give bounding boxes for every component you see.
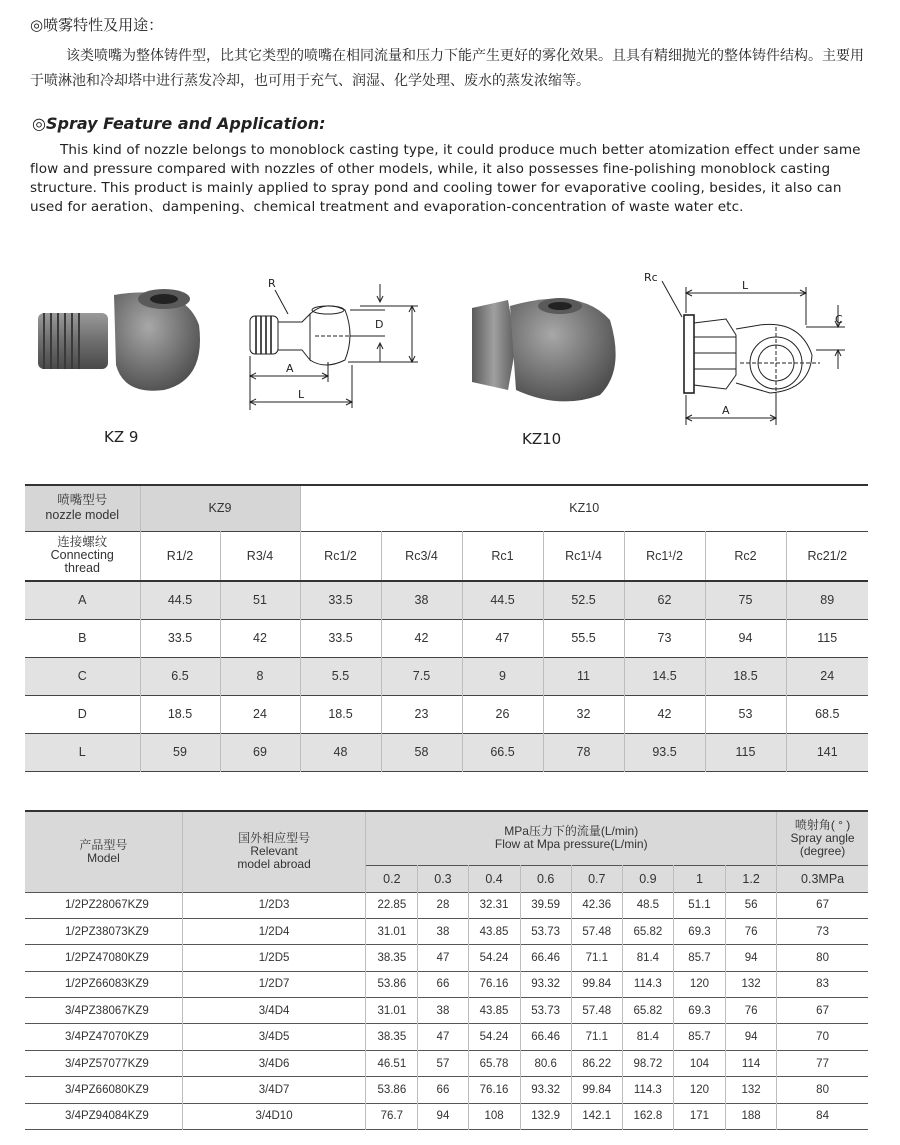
- dim-cell: 115: [705, 733, 786, 771]
- pressure-cell: 1.2: [726, 865, 777, 892]
- flow-abroad-cell: 3/4D5: [182, 1024, 365, 1050]
- thread-cell: Rc1¹/4: [543, 531, 624, 581]
- flow-abroad-cell: 1/2D4: [182, 918, 365, 944]
- flow-cell: 142.1: [571, 1103, 622, 1129]
- flow-cell: 38: [418, 998, 468, 1024]
- flow-cell: 65.82: [622, 998, 673, 1024]
- flow-cell: 81.4: [622, 945, 673, 971]
- dim-row: [25, 733, 868, 771]
- dim-cell: 11: [543, 657, 624, 695]
- dim-row: [25, 581, 868, 619]
- flow-cell: 94: [418, 1103, 468, 1129]
- flow-cell: 65.82: [622, 918, 673, 944]
- thread-cell: R1/2: [140, 531, 220, 581]
- flow-cell: 38: [418, 918, 468, 944]
- flow-cell: 76: [726, 918, 777, 944]
- flow-cell: 71.1: [571, 945, 622, 971]
- flow-table: [25, 810, 868, 1130]
- pressure-cell: 0.3: [418, 865, 468, 892]
- dim-cell: 5.5: [300, 657, 381, 695]
- flow-cell: 69.3: [673, 998, 725, 1024]
- flow-cell: 56: [726, 892, 777, 918]
- dim-cell: 32: [543, 695, 624, 733]
- dim-cell: 141: [786, 733, 868, 771]
- kz9-label-d: D: [375, 318, 384, 331]
- thread-cell: Rc3/4: [381, 531, 462, 581]
- flow-cell: 94: [726, 1024, 777, 1050]
- flow-cell: 28: [418, 892, 468, 918]
- thread-cell: R3/4: [220, 531, 300, 581]
- flow-cell: 98.72: [622, 1050, 673, 1076]
- dim-cell: 68.5: [786, 695, 868, 733]
- header-nozzle-model: 喷嘴型号 nozzle model: [25, 485, 140, 531]
- thread-row: [25, 531, 868, 581]
- flow-model-cell: 3/4PZ94084KZ9: [65, 1110, 149, 1123]
- dim-row: [25, 695, 868, 733]
- flow-row: [25, 1024, 868, 1050]
- dim-row-label: B: [78, 631, 87, 645]
- thread-cell: Rc1: [462, 531, 543, 581]
- flow-cell: 31.01: [366, 998, 418, 1024]
- flow-cell: 57.48: [571, 998, 622, 1024]
- flow-abroad-cell: 1/2D3: [182, 892, 365, 918]
- dim-cell: 51: [220, 581, 300, 619]
- dim-row-label: D: [77, 707, 87, 721]
- flow-cell: 85.7: [673, 1024, 725, 1050]
- pressure-cell: 1: [673, 865, 725, 892]
- kz10-caption: KZ10: [522, 430, 562, 448]
- flow-cell: 43.85: [468, 998, 520, 1024]
- flow-cell: 39.59: [520, 892, 571, 918]
- flow-model-cell: 1/2PZ38073KZ9: [65, 925, 149, 938]
- flow-row: [25, 1077, 868, 1103]
- header-model: 产品型号 Model: [25, 811, 182, 892]
- flow-cell: 48.5: [622, 892, 673, 918]
- dim-cell: 14.5: [624, 657, 705, 695]
- flow-cell: 120: [673, 971, 725, 997]
- flow-cell: 57.48: [571, 918, 622, 944]
- dim-cell: 18.5: [140, 695, 220, 733]
- flow-angle-cell: 80: [777, 1077, 868, 1103]
- thread-cell: Rc1/2: [300, 531, 381, 581]
- header-kz10: KZ10: [300, 485, 868, 531]
- flow-model-cell: 3/4PZ66080KZ9: [65, 1083, 149, 1096]
- dim-cell: 58: [381, 733, 462, 771]
- dim-cell: 42: [381, 619, 462, 657]
- flow-cell: 171: [673, 1103, 725, 1129]
- flow-abroad-cell: 1/2D7: [182, 971, 365, 997]
- flow-cell: 42.36: [571, 892, 622, 918]
- dim-cell: 48: [300, 733, 381, 771]
- pressure-cell: 0.2: [366, 865, 418, 892]
- flow-abroad-cell: 3/4D6: [182, 1050, 365, 1076]
- flow-model-cell: 1/2PZ28067KZ9: [65, 899, 149, 912]
- dim-cell: 66.5: [462, 733, 543, 771]
- flow-cell: 69.3: [673, 918, 725, 944]
- flow-cell: 76.16: [468, 1077, 520, 1103]
- dim-cell: 94: [705, 619, 786, 657]
- en-section-title: ◎Spray Feature and Application:: [32, 114, 326, 133]
- flow-cell: 53.86: [366, 971, 418, 997]
- flow-cell: 66: [418, 971, 468, 997]
- dim-cell: 42: [220, 619, 300, 657]
- flow-cell: 46.51: [366, 1050, 418, 1076]
- pressure-cell: 0.7: [571, 865, 622, 892]
- dim-row-label: C: [25, 657, 140, 695]
- dim-cell: 53: [705, 695, 786, 733]
- flow-angle-cell: 73: [777, 918, 868, 944]
- flow-cell: 76.16: [468, 971, 520, 997]
- flow-cell: 66.46: [520, 1024, 571, 1050]
- dim-cell: 73: [624, 619, 705, 657]
- cn-section-title: ◎喷雾特性及用途：: [30, 16, 164, 34]
- dim-cell: 33.5: [140, 619, 220, 657]
- flow-angle-cell: 77: [777, 1050, 868, 1076]
- dim-cell: 55.5: [543, 619, 624, 657]
- header-flow: MPa压力下的流量(L/min) Flow at Mpa pressure(L/min): [366, 811, 777, 865]
- kz9-label-r: R: [268, 277, 276, 290]
- dim-cell: 23: [381, 695, 462, 733]
- flow-cell: 47: [418, 1024, 468, 1050]
- flow-row: [25, 998, 868, 1024]
- dim-cell: 18.5: [705, 657, 786, 695]
- dim-row: [25, 619, 868, 657]
- header-connecting-thread: 连接螺纹 Connecting thread: [25, 531, 140, 581]
- dim-cell: 93.5: [624, 733, 705, 771]
- dim-cell: 8: [220, 657, 300, 695]
- flow-row: [25, 1050, 868, 1076]
- pressure-cell: 0.6: [520, 865, 571, 892]
- flow-cell: 38.35: [366, 945, 418, 971]
- kz9-photo: [34, 285, 214, 395]
- flow-cell: 114.3: [622, 1077, 673, 1103]
- flow-cell: 162.8: [622, 1103, 673, 1129]
- flow-abroad-cell: 1/2D5: [182, 945, 365, 971]
- flow-cell: 76: [726, 998, 777, 1024]
- thread-cell: Rc21/2: [786, 531, 868, 581]
- flow-cell: 57: [418, 1050, 468, 1076]
- dim-cell: 24: [220, 695, 300, 733]
- flow-angle-cell: 84: [777, 1103, 868, 1129]
- flow-cell: 53.73: [520, 918, 571, 944]
- flow-cell: 188: [726, 1103, 777, 1129]
- flow-cell: 51.1: [673, 892, 725, 918]
- dim-cell: 52.5: [543, 581, 624, 619]
- dim-cell: 75: [705, 581, 786, 619]
- dim-cell: 115: [786, 619, 868, 657]
- kz10-photo: [460, 290, 630, 410]
- flow-abroad-cell: 3/4D7: [182, 1077, 365, 1103]
- dim-cell: 89: [786, 581, 868, 619]
- flow-cell: 132: [726, 971, 777, 997]
- flow-row: [25, 918, 868, 944]
- flow-model-cell: 3/4PZ38067KZ9: [65, 1004, 149, 1017]
- flow-row: [25, 892, 868, 918]
- thread-cell: Rc1¹/2: [624, 531, 705, 581]
- flow-cell: 54.24: [468, 1024, 520, 1050]
- flow-abroad-cell: 3/4D10: [182, 1103, 365, 1129]
- flow-cell: 85.7: [673, 945, 725, 971]
- dim-cell: 59: [140, 733, 220, 771]
- en-section-body: This kind of nozzle belongs to monoblock casting type, it could produce much better atomization effect under same flow and pressure compared with nozzles of other models, while, it also possesses fine-polishing monoblock casting structure. This product is mainly applied to spray pond and cooling tower for evaporative cooling, besides, it also can used for aeration、dampening、chemical treatment and evaporation-concentration of waste water etc.: [30, 142, 861, 215]
- flow-angle-cell: 67: [777, 892, 868, 918]
- flow-cell: 22.85: [366, 892, 418, 918]
- flow-cell: 94: [726, 945, 777, 971]
- dimension-table: [25, 484, 868, 772]
- dim-cell: 6.5: [140, 657, 220, 695]
- kz10-label-l: L: [742, 279, 749, 292]
- kz9-label-a: A: [286, 362, 294, 375]
- kz10-label-a: A: [722, 404, 730, 417]
- flow-cell: 53.73: [520, 998, 571, 1024]
- kz10-drawing: [640, 265, 860, 425]
- flow-cell: 31.01: [366, 918, 418, 944]
- dim-cell: 69: [220, 733, 300, 771]
- kz10-label-rc: Rc: [644, 271, 658, 284]
- flow-cell: 120: [673, 1077, 725, 1103]
- header-relevant-model: 国外相应型号 Relevant model abroad: [182, 811, 365, 892]
- flow-row: [25, 945, 868, 971]
- flow-cell: 114.3: [622, 971, 673, 997]
- flow-cell: 54.24: [468, 945, 520, 971]
- dim-cell: 18.5: [300, 695, 381, 733]
- dim-row: [25, 657, 868, 695]
- flow-angle-cell: 70: [777, 1024, 868, 1050]
- flow-cell: 43.85: [468, 918, 520, 944]
- flow-cell: 66: [418, 1077, 468, 1103]
- header-kz9: KZ9: [140, 485, 300, 531]
- pressure-cell: 0.9: [622, 865, 673, 892]
- flow-model-cell: 1/2PZ47080KZ9: [65, 951, 149, 964]
- dim-row-label: L: [25, 733, 140, 771]
- header-spray-angle: 喷射角( ° ) Spray angle (degree): [777, 811, 868, 865]
- flow-cell: 71.1: [571, 1024, 622, 1050]
- dim-cell: 9: [462, 657, 543, 695]
- dim-cell: 44.5: [462, 581, 543, 619]
- kz9-caption: KZ 9: [104, 428, 139, 446]
- dim-cell: 62: [624, 581, 705, 619]
- flow-cell: 99.84: [571, 971, 622, 997]
- flow-cell: 80.6: [520, 1050, 571, 1076]
- dim-cell: 33.5: [300, 581, 381, 619]
- dim-cell: 24: [786, 657, 868, 695]
- flow-cell: 132: [726, 1077, 777, 1103]
- dim-cell: 33.5: [300, 619, 381, 657]
- thread-cell: Rc2: [705, 531, 786, 581]
- flow-cell: 65.78: [468, 1050, 520, 1076]
- flow-row: [25, 971, 868, 997]
- flow-model-cell: 3/4PZ57077KZ9: [65, 1057, 149, 1070]
- cn-section-body: 该类喷嘴为整体铸件型，比其它类型的喷嘴在相同流量和压力下能产生更好的雾化效果。且具有精细抛光的整体铸件结构。主要用于喷淋池和冷却塔中进行蒸发冷却，也可用于充气、润湿、化学处理、废水的蒸发浓缩等。: [30, 48, 864, 89]
- pressure-cell: 0.4: [468, 865, 520, 892]
- dim-row-label: A: [25, 581, 140, 619]
- flow-cell: 93.32: [520, 1077, 571, 1103]
- flow-cell: 32.31: [468, 892, 520, 918]
- flow-cell: 132.9: [520, 1103, 571, 1129]
- dim-cell: 26: [462, 695, 543, 733]
- dim-cell: 38: [381, 581, 462, 619]
- dim-cell: 7.5: [381, 657, 462, 695]
- dim-cell: 42: [624, 695, 705, 733]
- dim-cell: 44.5: [140, 581, 220, 619]
- flow-cell: 53.86: [366, 1077, 418, 1103]
- kz9-drawing: [240, 270, 430, 410]
- flow-model-cell: 1/2PZ66083KZ9: [65, 978, 149, 991]
- flow-angle-cell: 80: [777, 945, 868, 971]
- kz10-label-c: C: [835, 313, 843, 326]
- flow-cell: 81.4: [622, 1024, 673, 1050]
- flow-cell: 114: [726, 1050, 777, 1076]
- dim-cell: 78: [543, 733, 624, 771]
- flow-angle-cell: 83: [777, 971, 868, 997]
- flow-model-cell: 3/4PZ47070KZ9: [65, 1031, 149, 1044]
- flow-abroad-cell: 3/4D4: [182, 998, 365, 1024]
- flow-cell: 108: [468, 1103, 520, 1129]
- flow-row: [25, 1103, 868, 1129]
- flow-cell: 66.46: [520, 945, 571, 971]
- dim-cell: 47: [462, 619, 543, 657]
- flow-cell: 47: [418, 945, 468, 971]
- flow-cell: 76.7: [366, 1103, 418, 1129]
- flow-cell: 99.84: [571, 1077, 622, 1103]
- flow-cell: 104: [673, 1050, 725, 1076]
- flow-angle-cell: 67: [777, 998, 868, 1024]
- angle-pressure-cell: 0.3MPa: [777, 865, 868, 892]
- flow-cell: 86.22: [571, 1050, 622, 1076]
- flow-cell: 93.32: [520, 971, 571, 997]
- kz9-label-l: L: [298, 388, 305, 401]
- flow-cell: 38.35: [366, 1024, 418, 1050]
